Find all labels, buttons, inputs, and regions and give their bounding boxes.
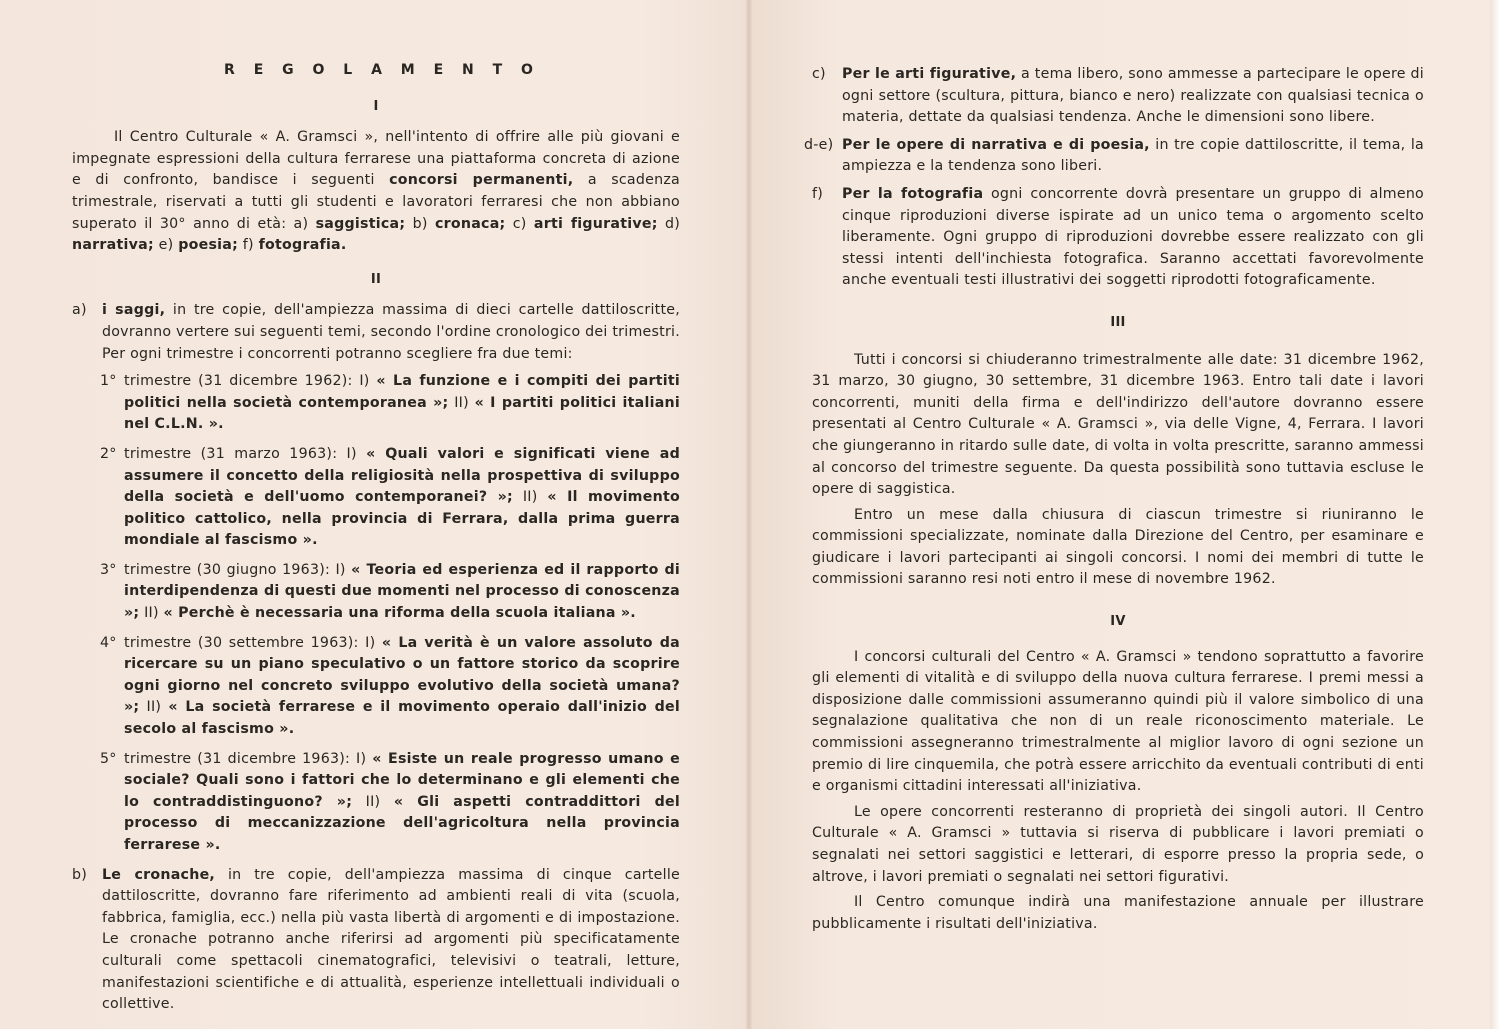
trimestre-sep: II) [448,394,475,411]
trimestre-sep: II) [139,699,169,716]
trimestre-text: trimestre (31 dicembre 1963): I) [124,750,373,767]
item-marker: d-e) [804,136,834,153]
intro-sep: d) [657,215,680,232]
trimestre-sep: II) [139,605,164,622]
item-marker: c) [812,66,826,82]
item-text: in tre copie, dell'ampiezza massima di dieci cartelle dattiloscritte, dovranno vertere sui seguenti temi, secondo l'ordine cronologico dei trimestri. Per ogni trimestre i concorrenti potranno scegliere fra due temi: [102,302,680,362]
intro-bold-narrativa: narrativa; [72,237,154,254]
item-text: a tema libero, sono ammesse a partecipare le opere di ogni settore (scultura, pittura, bianco e nero) realizzate con qualsiasi tecnica o materia, dettate da qualsiasi tendenza. Anche le dimensioni sono libere. [842,66,1424,126]
item-text: in tre copie dattiloscritte, il tema, la ampiezza e la tendenza sono liberi. [842,136,1425,175]
item-bold: Per le opere di narrativa e di poesia, [842,136,1150,153]
intro-sep: c) [505,215,534,232]
trimestre-number: 2° [100,445,117,462]
intro-bold-arti: arti figurative; [533,215,658,232]
trimestre-theme-2: « Gli aspetti contraddittori del processo di meccanizzazione dell'agricoltura nella provincia ferrarese ». [124,793,680,853]
section-heading-iii: III [1110,314,1126,330]
trimestre-text: trimestre (31 dicembre 1962): I) [124,373,377,390]
intro-sep: e) [153,237,179,254]
trimestre-theme-1: « La funzione e i compiti dei partiti politici nella società contemporanea »; [124,373,680,411]
trimestre-sep: II) [512,489,548,506]
item-bold: i saggi, [102,302,166,319]
trimestre-number: 4° [100,634,117,651]
intro-paragraph [72,127,680,257]
trimestre-sep: II) [352,793,394,810]
section-iii-paragraph-2: Entro un mese dalla chiusura di ciascun trimestre si riuniranno le commissioni specializzate, nominate dalla Direzione del Centro, per esaminare e giudicare i lavori partecipanti ai singoli concorsi. I nomi dei membri di tutte le commissioni saranno resi noti entro il mese di novembre 1962. [812,506,1424,588]
page-gutter [746,0,752,1029]
trimestre-theme-1: « Quali valori e significati viene ad assumere il concetto della religiosità nella prospettiva di sviluppo della società e dell'uomo contemporanei? »; [124,445,681,506]
rule-item-c [812,64,1424,129]
section-iv-paragraph-3: Il Centro comunque indirà una manifestazione annuale per illustrare pubblicamente i risultati dell'iniziativa. [812,894,1424,932]
section-iii-paragraph-1: Tutti i concorsi si chiuderanno trimestralmente alle date: 31 dicembre 1962, 31 marzo, 30 giugno, 30 settembre, 31 dicembre 1963. Entro tali date i lavori concorrenti, muniti della firma e dell'indirizzo dell'autore dovranno essere presentati al Centro Culturale « A. Gramsci », via delle Vigne, 4, Ferrara. I lavori che giungeranno in ritardo sulle date, di volta in volta prescritte, saranno ammessi al concorso del trimestre seguente. Da questa possibilità sono tuttavia escluse le opere di saggistica. [812,351,1424,498]
section-heading-iv: IV [1110,614,1126,630]
left-column [72,60,680,1022]
page-edge [1490,0,1500,1029]
trimestre-theme-1: « La verità è un valore assoluto da ricercare su un piano speculativo o un fattore storico da scoprire ogni giorno nel concreto sviluppo evolutivo della società umana? »; [124,634,681,716]
trimestre-theme-1: « Teoria ed esperienza ed il rapporto di interdipendenza di questi due momenti nel processo di conoscenza »; [124,561,680,622]
rule-item-a [72,300,680,365]
trimestre-theme-2: « I partiti politici italiani nel C.L.N. ». [124,394,680,433]
item-text: ogni concorrente dovrà presentare un gruppo di almeno cinque riproduzioni diverse ispirate ad un unico tema o argomento scelto liberamente. Ogni gruppo di riproduzioni dovrebbe essere realizzato con gli stessi intenti dell'inchiesta fotografica. Saranno accettati favorevolmente anche eventuali testi illustrativi dei soggetti riprodotti fotograficamente. [842,185,1424,289]
intro-bold-saggistica: saggistica; [315,215,406,232]
right-page [748,0,1500,1029]
rule-item-b [72,865,680,1016]
item-bold: Le cronache, [102,866,216,883]
intro-bold-poesia: poesia; [178,237,239,254]
rule-item-f [812,184,1424,292]
item-text: in tre copie, dell'ampiezza massima di cinque cartelle dattiloscritte, dovranno fare riferimento ad ambienti reali di vita (scuola, fabbrica, famiglia, ecc.) nella più vasta libertà di argomenti e di impostazione. Le cronache potranno anche riferirsi ad argomenti più specificatamente culturali come spettacoli cinematografici, televisivi o teatrali, letture, manifestazioni scientifiche e di attualità, esperienze intellettuali individuali o collettive. [102,866,680,1013]
trimestre-theme-1: « Esiste un reale progresso umano e sociale? Quali sono i fattori che lo determinano e gli elementi che lo contraddistinguono? »; [124,750,681,810]
item-bold: Per le arti figurative, [842,66,1017,82]
trimestre-item [100,749,680,857]
item-bold: Per la fotografia [842,185,984,202]
trimestre-item [100,633,680,741]
intro-sep: b) [405,215,435,232]
intro-bold-fotografia: fotografia. [258,237,347,254]
trimestre-theme-2: « Il movimento politico cattolico, nella provincia di Ferrara, dalla prima guerra mondiale al fascismo ». [124,489,680,549]
right-column [804,64,1425,939]
left-page [0,0,748,1029]
trimestre-theme-2: « La società ferrarese e il movimento operaio dall'inizio del secolo al fascismo ». [124,699,680,738]
intro-bold-concorsi: concorsi permanenti, [389,172,574,189]
trimestre-number: 5° [100,750,117,767]
trimestre-theme-2: « Perchè è necessaria una riforma della scuola italiana ». [163,605,636,622]
item-marker: f) [812,185,824,202]
section-iv-paragraph-1: I concorsi culturali del Centro « A. Gramsci » tendono soprattutto a favorire gli elementi di vitalità e di sviluppo della nuova cultura ferrarese. I premi messi a disposizione dalle commissioni assumeranno quindi più il valore simbolico di una segnalazione qualitativa che non di un reale riconoscimento materiale. Le commissioni assegneranno trimestralmente al miglior lavoro di ogni sezione un premio di lire cinquemila, che potrà essere arricchito da eventuali contributi di enti e organismi cittadini interessati all'iniziativa. [812,648,1424,795]
section-heading-ii: II [370,271,382,287]
trimestre-text: trimestre (30 giugno 1963): I) [124,561,352,578]
intro-text: Il Centro Culturale « A. Gramsci », nell'intento di offrire alle più giovani e impegnate espressioni della cultura ferrarese una piattaforma concreta di azione e di confronto, bandisce i seguenti [72,129,680,189]
trimestre-item [100,560,680,625]
intro-sep: f) [238,237,259,254]
trimestre-text: trimestre (30 settembre 1963): I) [124,634,382,651]
section-iv-paragraph-2: Le opere concorrenti resteranno di proprietà dei singoli autori. Il Centro Culturale « A. Gramsci » tuttavia si riserva di pubblicare i lavori premiati o segnalati nei settori saggistici e letterari, di esporre presso la propria sede, o altrove, i lavori premiati o segnalati nei settori figurativi. [812,803,1424,885]
rule-item-d-e [804,135,1425,178]
trimestre-text: trimestre (31 marzo 1963): I) [124,445,367,462]
item-marker: b) [72,866,88,883]
trimestre-item [100,371,680,436]
trimestre-item [100,444,680,552]
trimestre-number: 3° [100,561,117,578]
trimestre-number: 1° [100,373,117,390]
page-title: R E G O L A M E N T O [224,62,540,78]
item-marker: a) [72,302,87,319]
intro-text-mid: a scadenza trimestrale, riservati a tutti gli studenti e lavoratori ferraresi che non abbiano superato il 30° anno di età: a) [72,172,680,232]
section-heading-i: I [373,98,379,114]
intro-bold-cronaca: cronaca; [434,215,506,232]
